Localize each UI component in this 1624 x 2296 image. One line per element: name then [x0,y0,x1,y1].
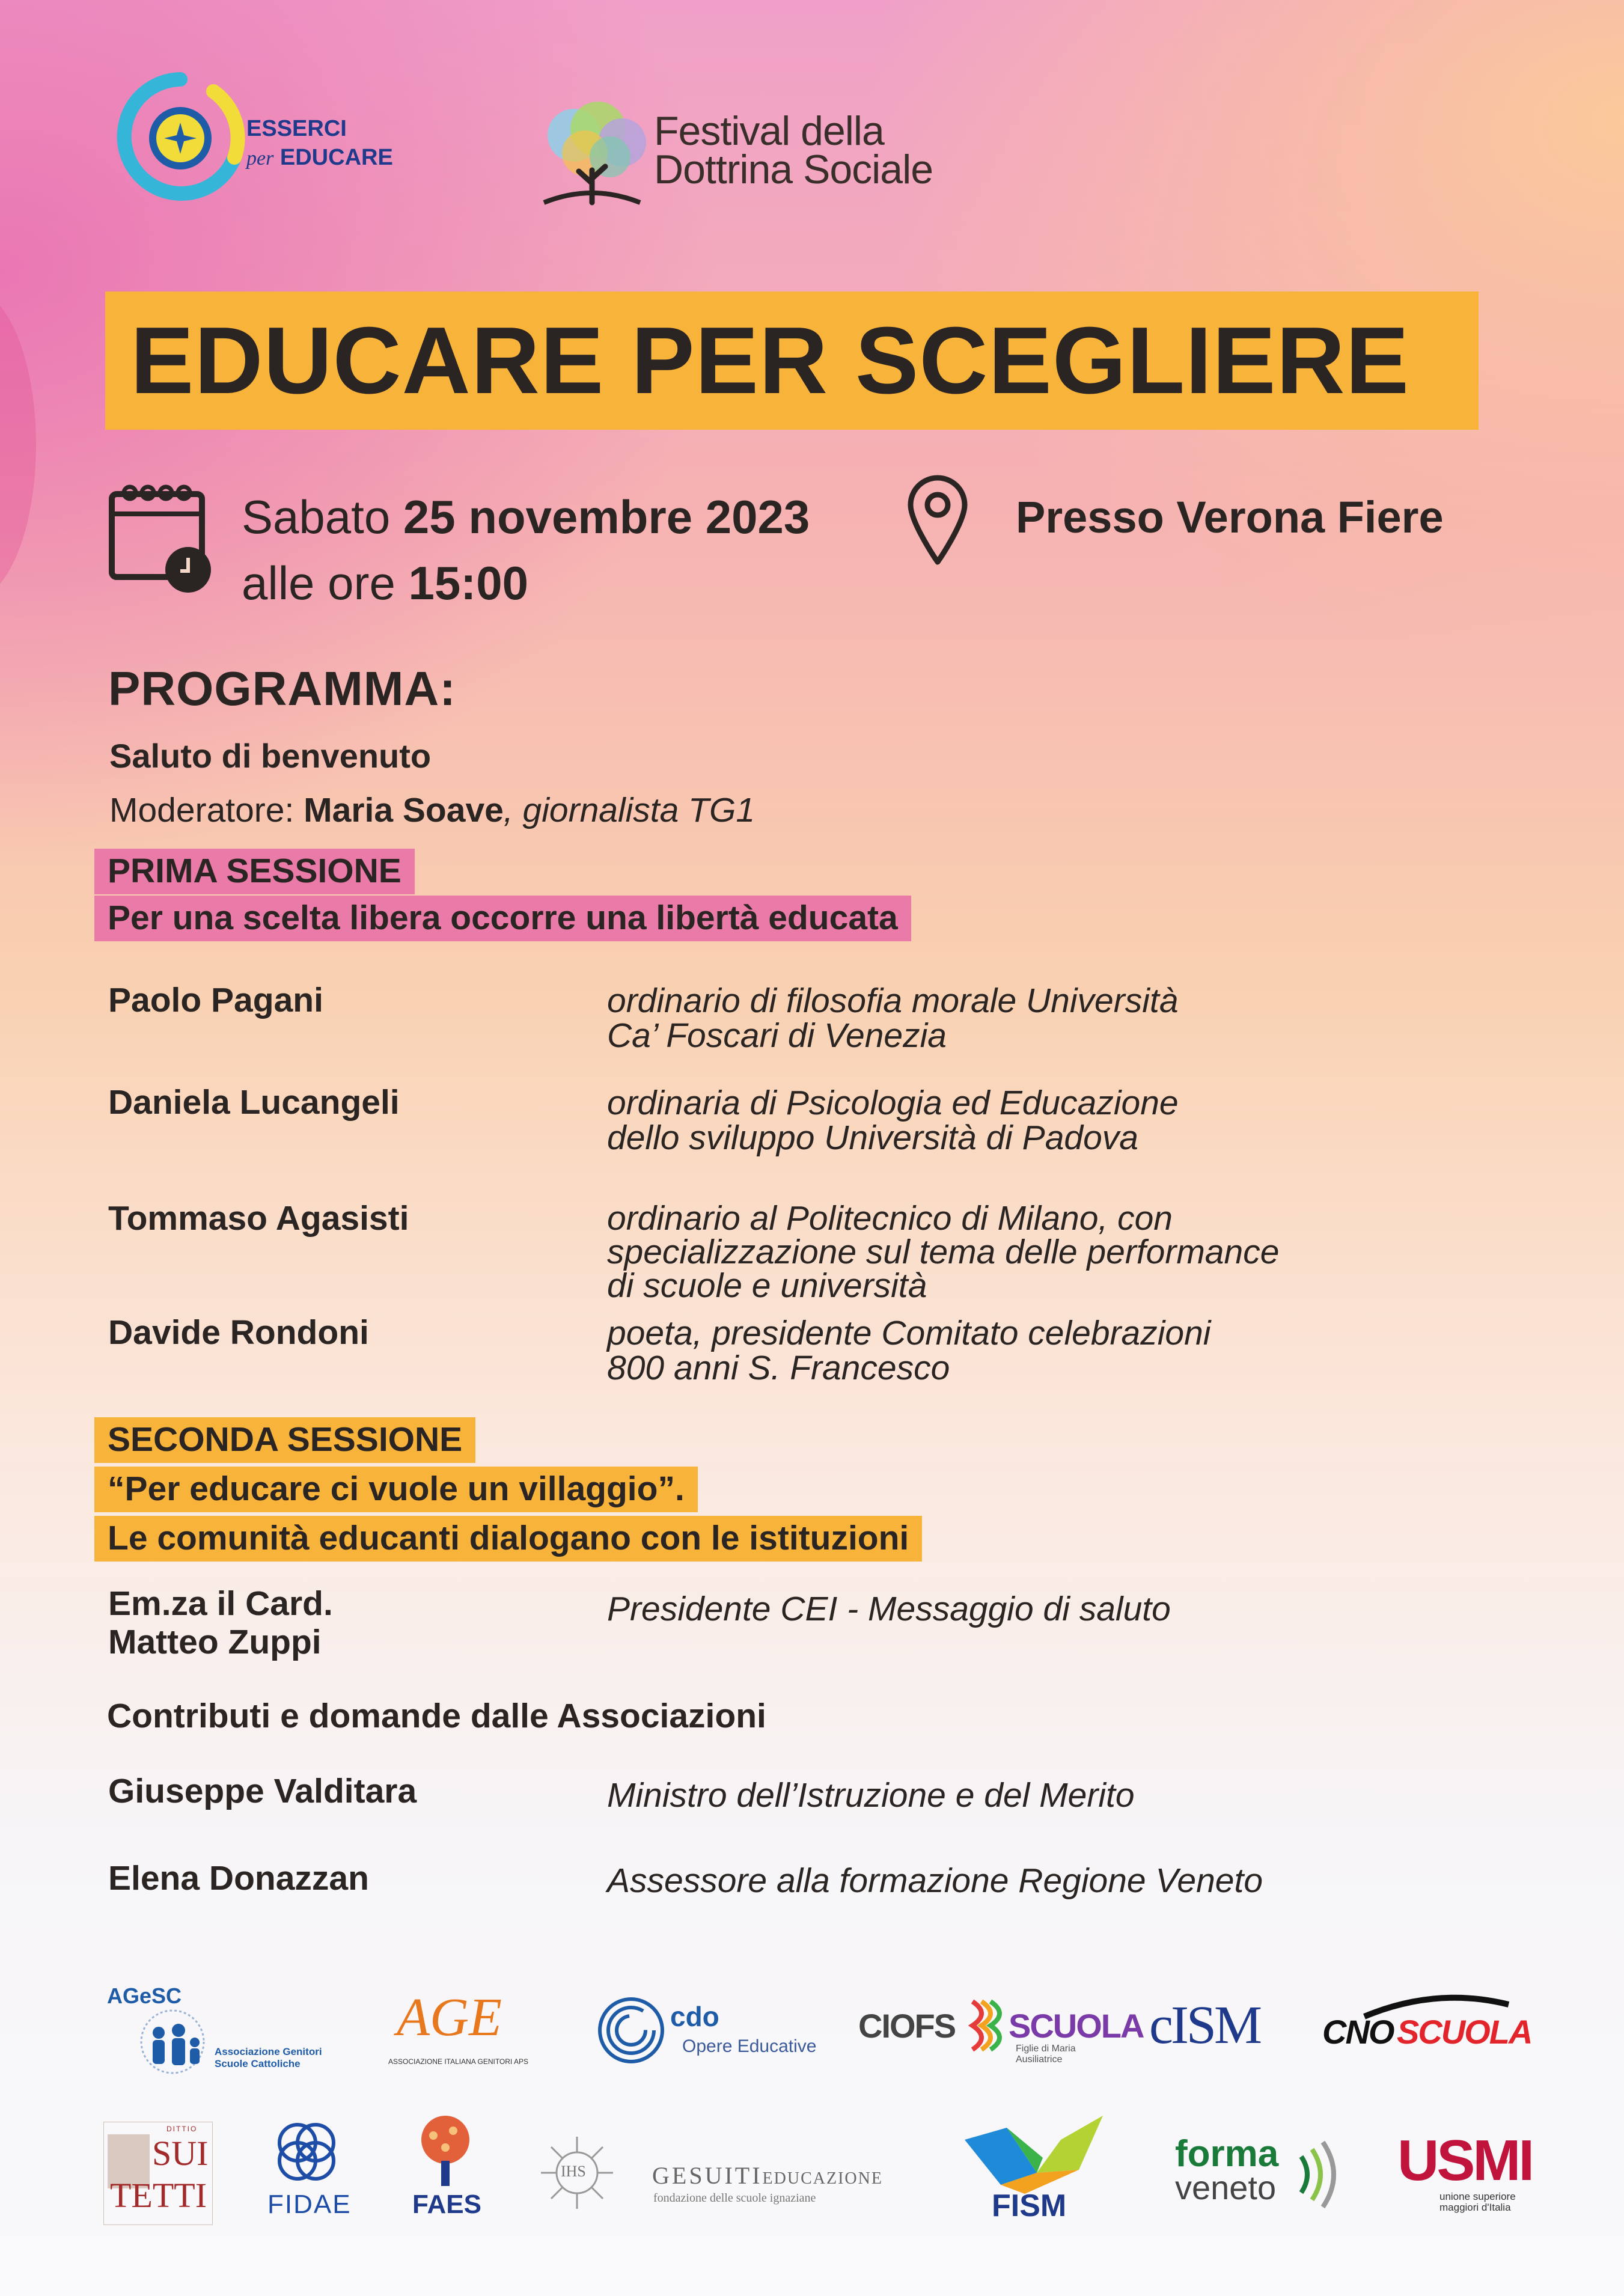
speaker-role: ordinario di filosofia morale Università Ca’ Foscari di Venezia [607,982,1179,1055]
cno-scuola-name: SCUOLA [1397,2013,1532,2051]
festival-dottrina-sociale-text [654,108,933,192]
fism-logo [965,2116,1103,2224]
event-date: 25 novembre 2023 [403,490,810,543]
festival-tree-logo-icon [532,99,652,207]
speaker-name: Davide Rondoni [108,1313,369,1352]
ciofs-sub: Figlie di Maria Ausiliatrice [1016,2044,1076,2065]
fidae-name: FIDAE [267,2190,352,2219]
speaker-name: Paolo Pagani [108,981,323,1019]
cdo-sub: Opere Educative [682,2036,817,2056]
usmi-sub2: maggiori d'Italia [1439,2202,1511,2213]
forma-waves-icon [1295,2139,1343,2211]
moderatore-label: Moderatore: [109,791,295,829]
speaker-role: Presidente CEI - Messaggio di saluto [607,1590,1171,1628]
saluto-benvenuto: Saluto di benvenuto [109,737,432,775]
cno-name: CNO [1322,2013,1394,2051]
cno-scuola-logo [1322,1989,1532,2062]
fidae-knot-icon [270,2119,343,2185]
page-title: EDUCARE PER SCEGLIERE [130,307,1410,414]
speaker-role: ordinaria di Psicologia ed Educazione dello sviluppo Università di Padova [607,1084,1179,1157]
agesc-name: AGeSC [107,1983,182,2008]
gesuiti-educazione-logo [538,2134,905,2212]
ciofs-scuola-logo [858,1994,1144,2066]
speaker-name: Tommaso Agasisti [108,1199,409,1238]
faes-logo [406,2113,484,2224]
event-place: Presso Verona Fiere [1016,492,1444,542]
moderatore-name: Maria Soave [304,791,504,829]
fidae-logo [267,2119,352,2224]
cdo-name: cdo [670,2001,719,2032]
agesc-sub2: Scuole Cattoliche [215,2058,301,2069]
day-label: Sabato [242,490,391,543]
veneto-name: veneto [1175,2169,1277,2206]
forma-name: forma [1175,2133,1279,2175]
esserci-per-educare-text [246,114,393,173]
agesc-logo [103,1983,332,2080]
speaker-role: Assessore alla formazione Regione Veneto [607,1861,1263,1900]
prima-sessione-subtitle: Per una scelta libera occorre una libertà educata [94,896,911,941]
location-pin-icon [905,472,971,568]
sui-tetti-logo [103,2122,213,2225]
calendar-clock-icon [107,481,215,595]
ciofs-ribbon-icon [966,1995,1015,2056]
festival-line2: Dottrina Sociale [654,147,933,192]
festival-line1: Festival della [654,108,884,154]
agesc-emblem-icon [127,2009,218,2075]
speaker-role: ordinario al Politecnico di Milano, con specializzazione sul tema delle performance di scuole e università [607,1199,1280,1305]
event-date-time [242,484,810,616]
tetti-name: TETTI [110,2176,207,2215]
contributi-associazioni: Contributi e domande dalle Associazioni [107,1697,766,1735]
forma-veneto-logo [1175,2133,1343,2217]
esserci-line1: ESSERCI [246,116,347,141]
seconda-sessione-subtitle-2: Le comunità educanti dialogano con le istituzioni [94,1516,922,1562]
gesuiti-name: GESUITI [652,2162,763,2189]
esserci-line2: EDUCARE [279,145,393,170]
event-time: 15:00 [408,557,528,609]
gesuiti-sub: fondazione delle scuole ignaziane [653,2191,816,2205]
ciofs-scuola-name: SCUOLA [1009,2007,1144,2045]
esserci-per-educare-logo-icon [111,67,249,206]
moderatore-role: , giornalista TG1 [503,791,756,829]
age-logo [385,1986,529,2077]
faes-name: FAES [412,2190,481,2219]
speaker-name: Daniela Lucangeli [108,1083,400,1122]
esserci-per: per [246,147,274,169]
cism-logo: cISM [1149,1995,1260,2055]
faes-tree-icon [412,2113,478,2188]
ciofs-name: CIOFS [858,2007,956,2045]
fism-shape-icon [965,2116,1103,2194]
prima-sessione-label: PRIMA SESSIONE [94,849,415,894]
title-banner [105,292,1479,430]
usmi-logo [1397,2128,1532,2224]
cdo-spiral-icon [595,1994,667,2066]
speaker-role: poeta, presidente Comitato celebrazioni 800 anni S. Francesco [607,1314,1211,1387]
fism-name: FISM [992,2188,1067,2223]
speaker-name: Em.za il Card. Matteo Zuppi [108,1584,333,1661]
seconda-sessione-subtitle-1: “Per educare ci vuole un villaggio”. [94,1467,698,1512]
programma-heading: PROGRAMMA: [108,662,456,715]
speaker-name: Elena Donazzan [108,1859,369,1898]
age-name: AGE [397,1988,502,2047]
usmi-name: USMI [1397,2128,1532,2193]
agesc-sub1: Associazione Genitori [215,2046,322,2057]
speaker-name: Giuseppe Valditara [108,1772,417,1810]
time-label: alle ore [242,557,395,609]
cdo-logo [595,1989,835,2068]
decorative-pink-circle [0,289,36,601]
seconda-sessione-label: SECONDA SESSIONE [94,1417,475,1463]
usmi-sub1: unione superiore [1439,2191,1516,2202]
speaker-role: Ministro dell’Istruzione e del Merito [607,1776,1135,1815]
moderatore-line [109,790,755,830]
educazione-name: EDUCAZIONE [762,2169,883,2188]
sui-name: SUI [152,2134,209,2173]
age-sub: ASSOCIAZIONE ITALIANA GENITORI APS [388,2057,528,2066]
ihs-text: IHS [561,2163,586,2180]
sui-top: DITTIO [166,2125,198,2133]
